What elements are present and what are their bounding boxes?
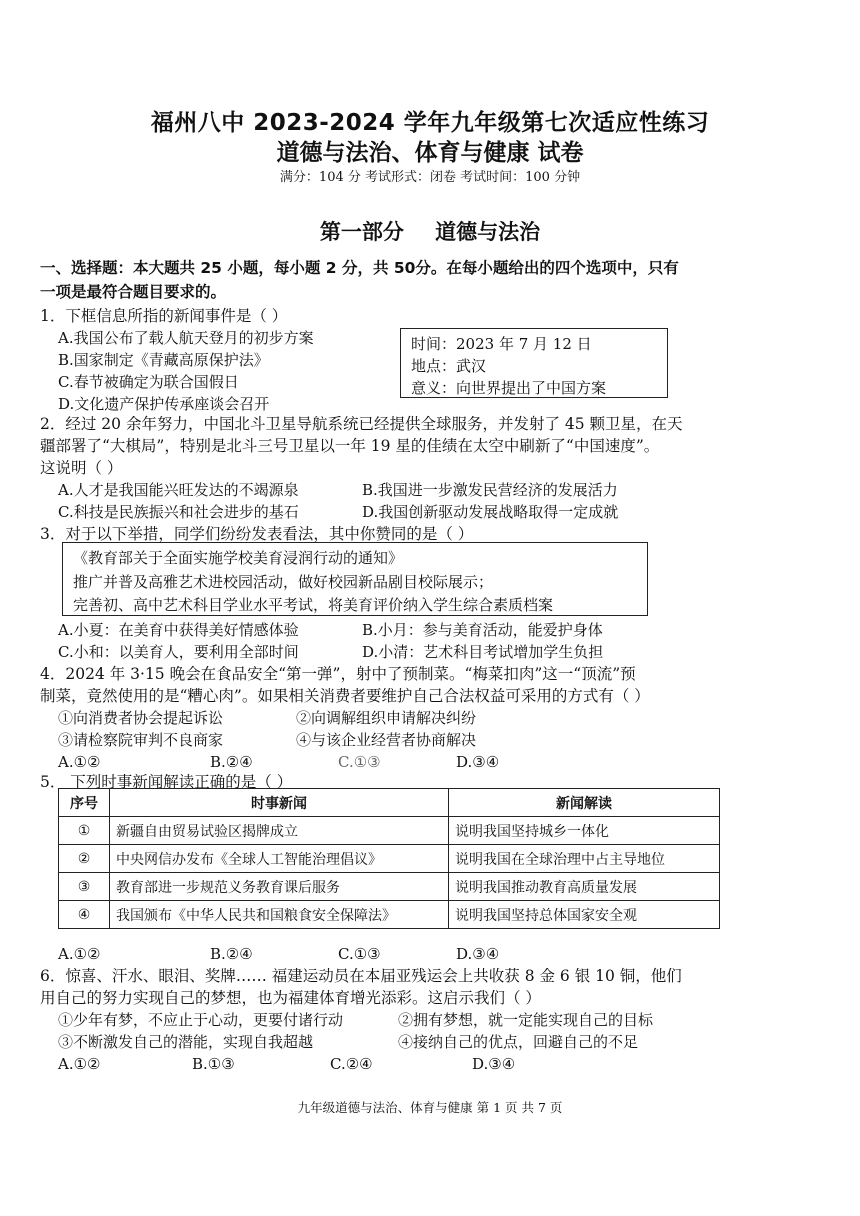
q2-option-d: D.我国创新驱动发展战略取得一定成就 [362,503,619,521]
q1-option-a: A.我国公布了载人航天登月的初步方案 [58,329,314,347]
q1-option-b: B.国家制定《青藏高原保护法》 [58,351,269,369]
row-news: 新疆自由贸易试验区揭牌成立 [110,817,449,845]
q6-item-1: ①少年有梦，不应止于心动，更要付诸行动 [58,1011,344,1029]
header-index: 序号 [59,789,110,817]
table-row [59,873,720,901]
q1-info-box [400,328,668,398]
q5-news-table [58,788,720,929]
q2-option-c: C.科技是民族振兴和社会进步的基石 [58,503,299,521]
q4-option-a: A.①② [58,753,101,771]
q1-option-d: D.文化遗产保护传承座谈会召开 [58,395,270,413]
exam-meta: 满分：104 分 考试形式：闭卷 考试时间：100 分钟 [279,170,581,185]
row-interpretation: 说明我国坚持总体国家安全观 [449,901,720,929]
exam-title-line1: 福州八中 2023-2024 学年九年级第七次适应性练习 [150,110,710,136]
q5-option-b: B.②④ [210,945,253,963]
section-instructions-line2: 一项是最符合题目要求的。 [40,283,227,301]
q5-stem: 5． 下列时事新闻解读正确的是（ ） [40,773,293,791]
q6-stem-line1: 6．惊喜、汗水、眼泪、奖牌…… 福建运动员在本届亚残运会上共收获 8 金 6 银 10 铜，他们 [40,967,682,985]
section-instructions-line1: 一、选择题：本大题共 25 小题，每小题 2 分，共 50分。在每小题给出的四个选项中，只有 [40,259,679,277]
q3-option-c: C.小和：以美育人，要利用全部时间 [58,643,299,661]
q4-item-1: ①向消费者协会提起诉讼 [58,709,224,727]
q6-stem-line2: 用自己的努力实现自己的梦想，也为福建体育增光添彩。这启示我们（ ） [40,989,541,1007]
row-index: ① [59,817,110,845]
table-row [59,901,720,929]
row-news: 我国颁布《中华人民共和国粮食安全保障法》 [110,901,449,929]
q5-option-d: D.③④ [456,945,500,963]
q1-box-meaning: 意义：向世界提出了中国方案 [411,379,607,397]
q3-notice-box [62,542,648,616]
row-news: 中央网信办发布《全球人工智能治理倡议》 [110,845,449,873]
row-news: 教育部进一步规范义务教育课后服务 [110,873,449,901]
q4-stem-line2: 制菜，竟然使用的是“糟心肉”。如果相关消费者要维护自己合法权益可采用的方式有（ ） [40,687,650,705]
q2-option-a: A.人才是我国能兴旺发达的不竭源泉 [58,481,299,499]
table-row [59,845,720,873]
q4-item-2: ②向调解组织申请解决纠纷 [296,709,477,727]
q2-stem-line2: 疆部署了“大棋局”，特别是北斗三号卫星以一年 19 星的佳绩在太空中刷新了“中国速度”。 [40,437,660,455]
row-interpretation: 说明我国坚持城乡一体化 [449,817,720,845]
q6-option-b: B.①③ [192,1055,235,1073]
q3-stem: 3．对于以下举措，同学们纷纷发表看法，其中你赞同的是（ ） [40,525,474,543]
q2-stem-line1: 2．经过 20 余年努力，中国北斗卫星导航系统已经提供全球服务，并发射了 45 颗卫星，在天 [40,415,683,433]
q4-option-c: C.①③ [338,753,381,771]
header-news: 时事新闻 [110,789,449,817]
q6-option-d: D.③④ [472,1055,516,1073]
q1-stem: 1．下框信息所指的新闻事件是（ ） [40,307,288,325]
row-interpretation: 说明我国推动教育高质量发展 [449,873,720,901]
table-header-row [59,789,720,817]
row-index: ② [59,845,110,873]
q5-option-c: C.①③ [338,945,381,963]
page-footer: 九年级道德与法治、体育与健康 第 1 页 共 7 页 [297,1100,563,1115]
q1-box-time: 时间：2023 年 7 月 12 日 [411,335,592,353]
exam-title-line2: 道德与法治、体育与健康 试卷 [276,140,584,166]
q5-option-a: A.①② [58,945,101,963]
q4-option-d: D.③④ [456,753,500,771]
q4-option-b: B.②④ [210,753,253,771]
q6-item-3: ③不断激发自己的潜能，实现自我超越 [58,1033,314,1051]
q3-option-a: A.小夏：在美育中获得美好情感体验 [58,621,299,639]
q4-item-4: ④与该企业经营者协商解决 [296,731,477,749]
q1-box-place: 地点：武汉 [411,357,487,375]
part-title: 第一部分 道德与法治 [319,220,541,244]
q6-option-c: C.②④ [330,1055,373,1073]
q3-option-d: D.小清：艺术科目考试增加学生负担 [362,643,604,661]
q6-item-4: ④接纳自己的优点，回避自己的不足 [398,1033,639,1051]
table-row [59,817,720,845]
row-interpretation: 说明我国在全球治理中占主导地位 [449,845,720,873]
q3-box-line2: 推广并普及高雅艺术进校园活动，做好校园新品剧目校际展示； [73,573,494,591]
q4-item-3: ③请检察院审判不良商家 [58,731,224,749]
q6-item-2: ②拥有梦想，就一定能实现自己的目标 [398,1011,654,1029]
q6-option-a: A.①② [58,1055,101,1073]
q3-box-line1: 《教育部关于全面实施学校美育浸润行动的通知》 [73,549,404,567]
q2-option-b: B.我国进一步激发民营经济的发展活力 [362,481,618,499]
row-index: ④ [59,901,110,929]
q1-option-c: C.春节被确定为联合国假日 [58,373,239,391]
row-index: ③ [59,873,110,901]
header-interpretation: 新闻解读 [449,789,720,817]
q3-box-line3: 完善初、高中艺术科目学业水平考试，将美育评价纳入学生综合素质档案 [73,596,554,614]
q4-stem-line1: 4．2024 年 3·15 晚会在食品安全“第一弹”，射中了预制菜。“梅菜扣肉”这一“顶流”预 [40,665,636,683]
q3-option-b: B.小月：参与美育活动，能爱护身体 [362,621,603,639]
q2-stem-line3: 这说明（ ） [40,459,123,477]
